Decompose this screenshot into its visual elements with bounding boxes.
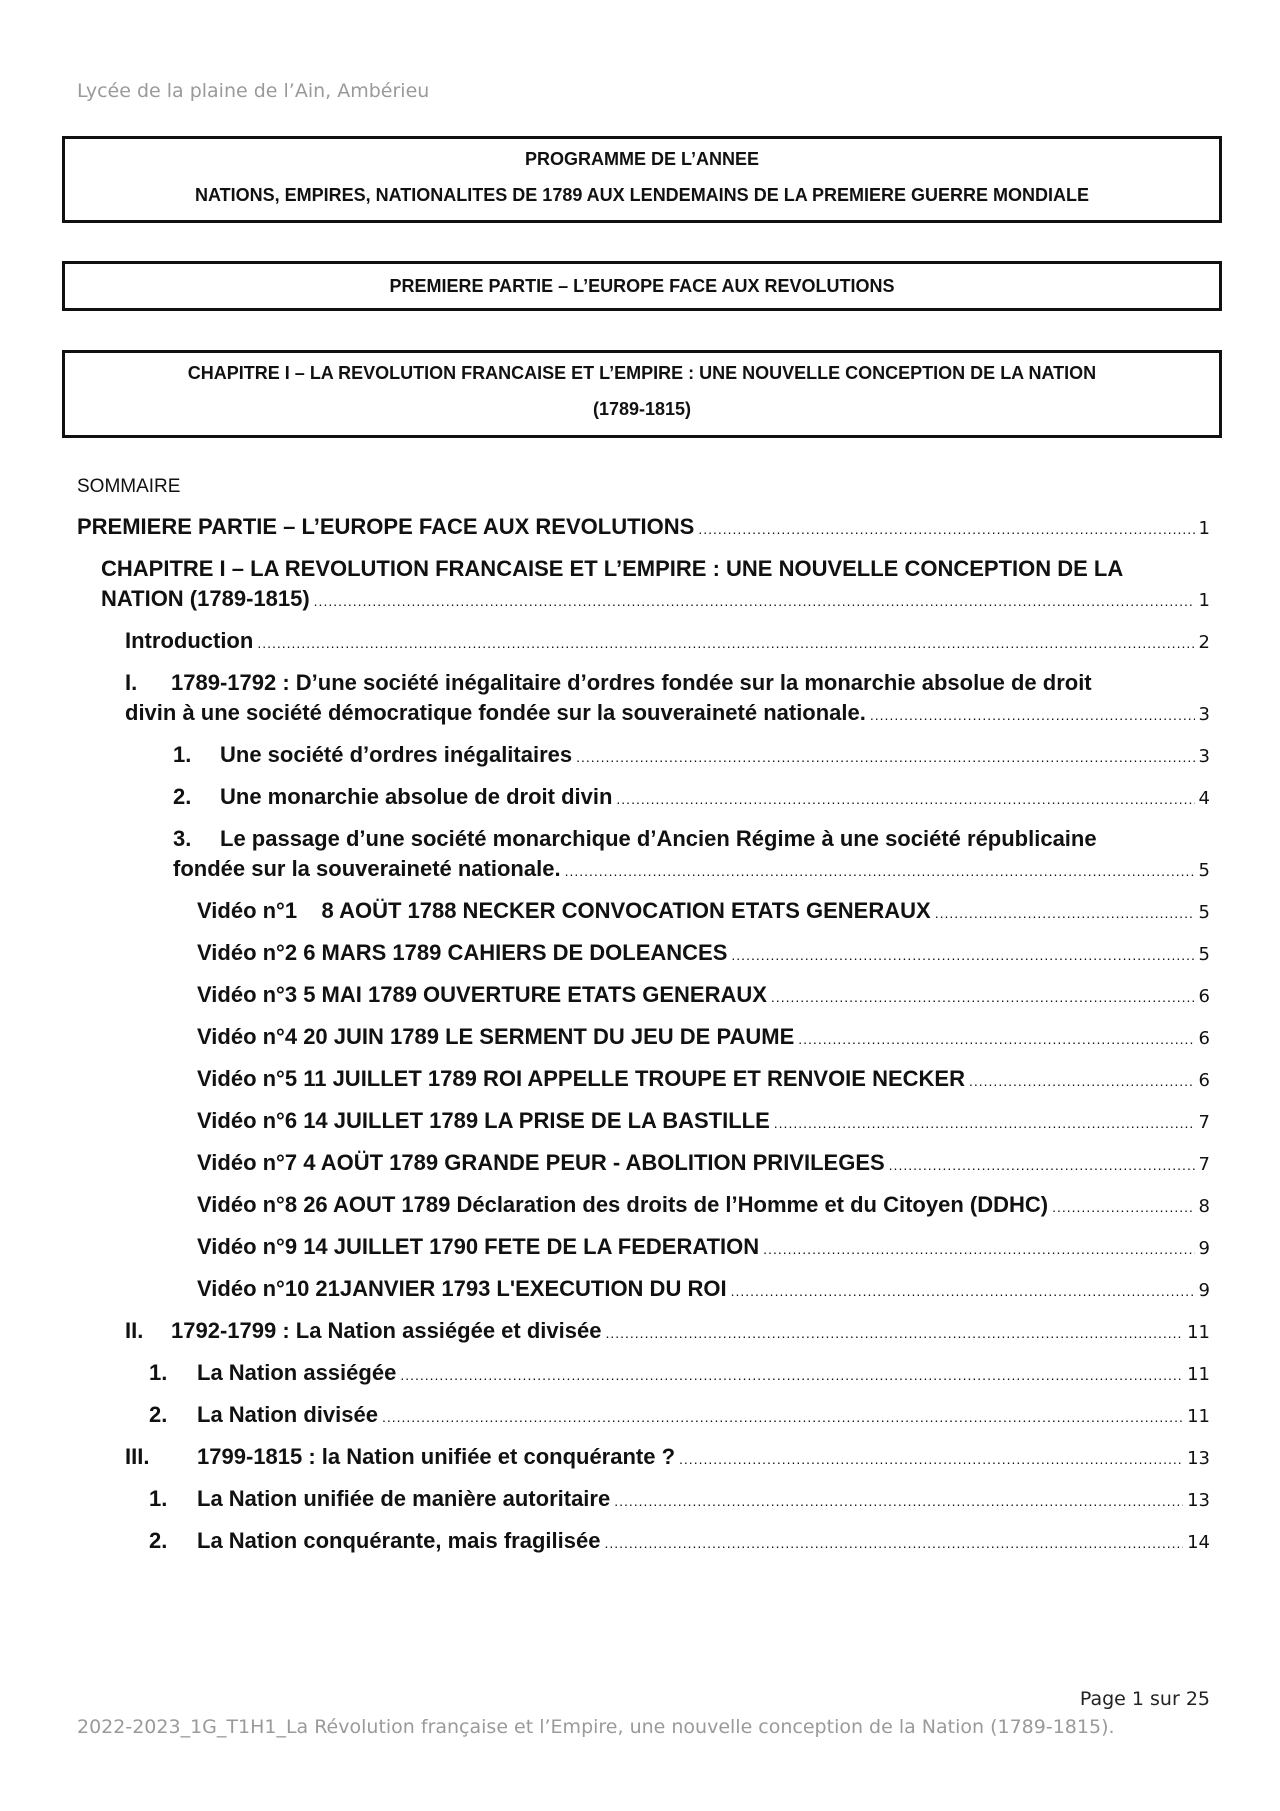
toc-entry-text: Vidéo n°4 20 JUIN 1789 LE SERMENT DU JEU DE PAUME — [197, 1024, 795, 1049]
toc-page-number: 6 — [1198, 1070, 1210, 1091]
toc-entry-chapter[interactable] — [101, 584, 1210, 616]
toc-page-number: 11 — [1187, 1322, 1210, 1343]
toc-leader — [870, 700, 1195, 730]
toc-leader — [889, 1150, 1195, 1180]
toc-entry-subsection[interactable] — [149, 1358, 1210, 1390]
toc-entry-text: Vidéo n°3 5 MAI 1789 OUVERTURE ETATS GENERAUX — [197, 982, 767, 1007]
toc-entry-chapter-line1[interactable]: CHAPITRE I – LA REVOLUTION FRANCAISE ET L’EMPIRE : UNE NOUVELLE CONCEPTION DE LA — [101, 556, 1124, 581]
toc-page-number: 11 — [1187, 1406, 1210, 1427]
toc-entry-text: Une société d’ordres inégalitaires — [220, 742, 573, 767]
toc-page-number: 13 — [1187, 1490, 1210, 1511]
toc-entry-number: 2. — [149, 1528, 168, 1553]
toc-leader — [679, 1444, 1183, 1474]
toc-leader — [382, 1402, 1183, 1432]
file-footer: 2022-2023_1G_T1H1_La Révolution française et l’Empire, une nouvelle conception de la Nation (1789-1815). — [77, 1716, 1115, 1738]
toc-entry-video[interactable] — [197, 1274, 1210, 1306]
toc-entry-section-1-line1[interactable] — [125, 668, 1092, 698]
toc-entry-video[interactable] — [197, 1232, 1210, 1264]
toc-leader — [774, 1108, 1195, 1138]
toc-page-number: 1 — [1198, 518, 1210, 539]
toc-entry-video[interactable] — [197, 896, 1210, 928]
toc-page-number: 8 — [1198, 1196, 1210, 1217]
toc-entry-subsection[interactable] — [173, 782, 1210, 814]
toc-entry-number: III. — [125, 1444, 150, 1469]
toc-entry-section-1[interactable] — [125, 698, 1210, 730]
toc-entry-text: La Nation unifiée de manière autoritaire — [197, 1486, 611, 1511]
toc-leader — [576, 742, 1194, 772]
toc-page-number: 13 — [1187, 1448, 1210, 1469]
toc-entry-text: Vidéo n°1 8 AOÜT 1788 NECKER CONVOCATION ETATS GENERAUX — [197, 898, 931, 923]
toc-leader — [1052, 1192, 1194, 1222]
toc-leader — [565, 856, 1195, 886]
toc-page-number: 14 — [1187, 1532, 1210, 1553]
toc-entry-text-line1: Le passage d’une société monarchique d’Ancien Régime à une société républicaine — [220, 826, 1097, 851]
toc-entry-subsection[interactable] — [149, 1484, 1210, 1516]
toc-entry-text: NATION (1789-1815) — [101, 586, 310, 611]
toc-entry-subsection[interactable] — [149, 1400, 1210, 1432]
toc-page-number: 5 — [1198, 902, 1210, 923]
toc-entry-text: Introduction — [125, 628, 254, 653]
toc-entry-number: 1. — [149, 1486, 168, 1511]
programme-title: PROGRAMME DE L’ANNEE — [524, 149, 760, 169]
toc-page-number: 3 — [1198, 746, 1210, 767]
toc-leader — [400, 1360, 1183, 1390]
toc-entry-text: Une monarchie absolue de droit divin — [220, 784, 613, 809]
toc-leader — [731, 1276, 1195, 1306]
toc-entry-text: fondée sur la souveraineté nationale. — [173, 856, 561, 881]
toc-entry-number: 2. — [173, 784, 192, 809]
toc-leader — [698, 514, 1194, 544]
toc-entry-text: La Nation divisée — [197, 1402, 378, 1427]
toc-page-number: 7 — [1198, 1112, 1210, 1133]
toc-leader — [605, 1318, 1183, 1348]
toc-entry-section-3[interactable] — [125, 1442, 1210, 1474]
toc-leader — [763, 1234, 1194, 1264]
toc-entry-subsection[interactable] — [173, 854, 1210, 886]
toc-page-number: 9 — [1198, 1280, 1210, 1301]
toc-entry-number: II. — [125, 1318, 144, 1343]
toc-entry-text: Vidéo n°2 6 MARS 1789 CAHIERS DE DOLEANCES — [197, 940, 728, 965]
toc-entry-number: 1. — [173, 742, 192, 767]
toc-entry-section-2[interactable] — [125, 1316, 1210, 1348]
toc-leader — [314, 586, 1195, 616]
chapter-title: CHAPITRE I – LA REVOLUTION FRANCAISE ET L’EMPIRE : UNE NOUVELLE CONCEPTION DE LA NATION — [187, 363, 1097, 383]
toc-entry-text: PREMIERE PARTIE – L’EUROPE FACE AUX REVOLUTIONS — [77, 514, 695, 539]
toc-page-number: 6 — [1198, 1028, 1210, 1049]
toc-leader — [616, 784, 1194, 814]
toc-page-number: 7 — [1198, 1154, 1210, 1175]
toc-entry-text: Vidéo n°6 14 JUILLET 1789 LA PRISE DE LA BASTILLE — [197, 1108, 770, 1133]
toc-page-number: 11 — [1187, 1364, 1210, 1385]
toc-leader — [798, 1024, 1194, 1054]
sommaire-heading: SOMMAIRE — [77, 476, 181, 497]
toc-leader — [731, 940, 1194, 970]
programme-box — [62, 136, 1222, 223]
school-header: Lycée de la plaine de l’Ain, Ambérieu — [77, 80, 430, 102]
toc-entry-video[interactable] — [197, 1148, 1210, 1180]
part-box — [62, 261, 1222, 311]
toc-entry-subsection[interactable] — [149, 1526, 1210, 1558]
toc-entry-number: I. — [125, 670, 138, 695]
page-counter: Page 1 sur 25 — [1079, 1688, 1210, 1710]
toc-entry-text: La Nation assiégée — [197, 1360, 397, 1385]
toc-page-number: 9 — [1198, 1238, 1210, 1259]
chapter-box — [62, 350, 1222, 438]
toc-entry-text: 1799-1815 : la Nation unifiée et conquérante ? — [197, 1444, 676, 1469]
toc-page-number: 6 — [1198, 986, 1210, 1007]
toc-entry-video[interactable] — [197, 1190, 1210, 1222]
toc-leader — [771, 982, 1195, 1012]
toc-leader — [604, 1528, 1183, 1558]
toc-entry-video[interactable] — [197, 1064, 1210, 1096]
toc-entry-text: Vidéo n°10 21JANVIER 1793 L'EXECUTION DU ROI — [197, 1276, 727, 1301]
toc-entry-text: divin à une société démocratique fondée sur la souveraineté nationale. — [125, 700, 866, 725]
toc-entry-subsection[interactable] — [173, 740, 1210, 772]
toc-entry-introduction[interactable] — [125, 626, 1210, 658]
toc-entry-video[interactable] — [197, 980, 1210, 1012]
toc-entry-text: Vidéo n°8 26 AOUT 1789 Déclaration des droits de l’Homme et du Citoyen (DDHC) — [197, 1192, 1049, 1217]
toc-page-number: 4 — [1198, 788, 1210, 809]
toc-entry-text: Vidéo n°7 4 AOÜT 1789 GRANDE PEUR - ABOLITION PRIVILEGES — [197, 1150, 885, 1175]
toc-entry-text: La Nation conquérante, mais fragilisée — [197, 1528, 601, 1553]
toc-entry-number: 3. — [173, 826, 192, 851]
toc-entry-text-line1: 1789-1792 : D’une société inégalitaire d’ordres fondée sur la monarchie absolue de droit — [171, 670, 1092, 695]
toc-leader — [614, 1486, 1183, 1516]
toc-entry-video[interactable] — [197, 1022, 1210, 1054]
toc-leader — [935, 898, 1195, 928]
toc-entry-text: Vidéo n°9 14 JUILLET 1790 FETE DE LA FEDERATION — [197, 1234, 760, 1259]
programme-subtitle: NATIONS, EMPIRES, NATIONALITES DE 1789 AUX LENDEMAINS DE LA PREMIERE GUERRE MONDIALE — [194, 185, 1090, 205]
toc-page-number: 5 — [1198, 944, 1210, 965]
toc-entry-number: 1. — [149, 1360, 168, 1385]
toc-entry-subsection-line1[interactable] — [173, 824, 1097, 854]
part-title: PREMIERE PARTIE – L’EUROPE FACE AUX REVOLUTIONS — [389, 276, 895, 296]
toc-page-number: 1 — [1198, 590, 1210, 611]
toc-entry-text: 1792-1799 : La Nation assiégée et divisée — [171, 1318, 602, 1343]
toc-entry-part[interactable] — [77, 512, 1210, 544]
toc-leader — [969, 1066, 1195, 1096]
toc-leader — [257, 628, 1194, 658]
toc-entry-video[interactable] — [197, 1106, 1210, 1138]
toc-page-number: 3 — [1198, 704, 1210, 725]
toc-entry-video[interactable] — [197, 938, 1210, 970]
toc-entry-text: Vidéo n°5 11 JUILLET 1789 ROI APPELLE TROUPE ET RENVOIE NECKER — [197, 1066, 965, 1091]
toc-page-number: 2 — [1198, 632, 1210, 653]
toc-page-number: 5 — [1198, 860, 1210, 881]
chapter-dates: (1789-1815) — [592, 399, 692, 419]
toc-entry-number: 2. — [149, 1402, 168, 1427]
